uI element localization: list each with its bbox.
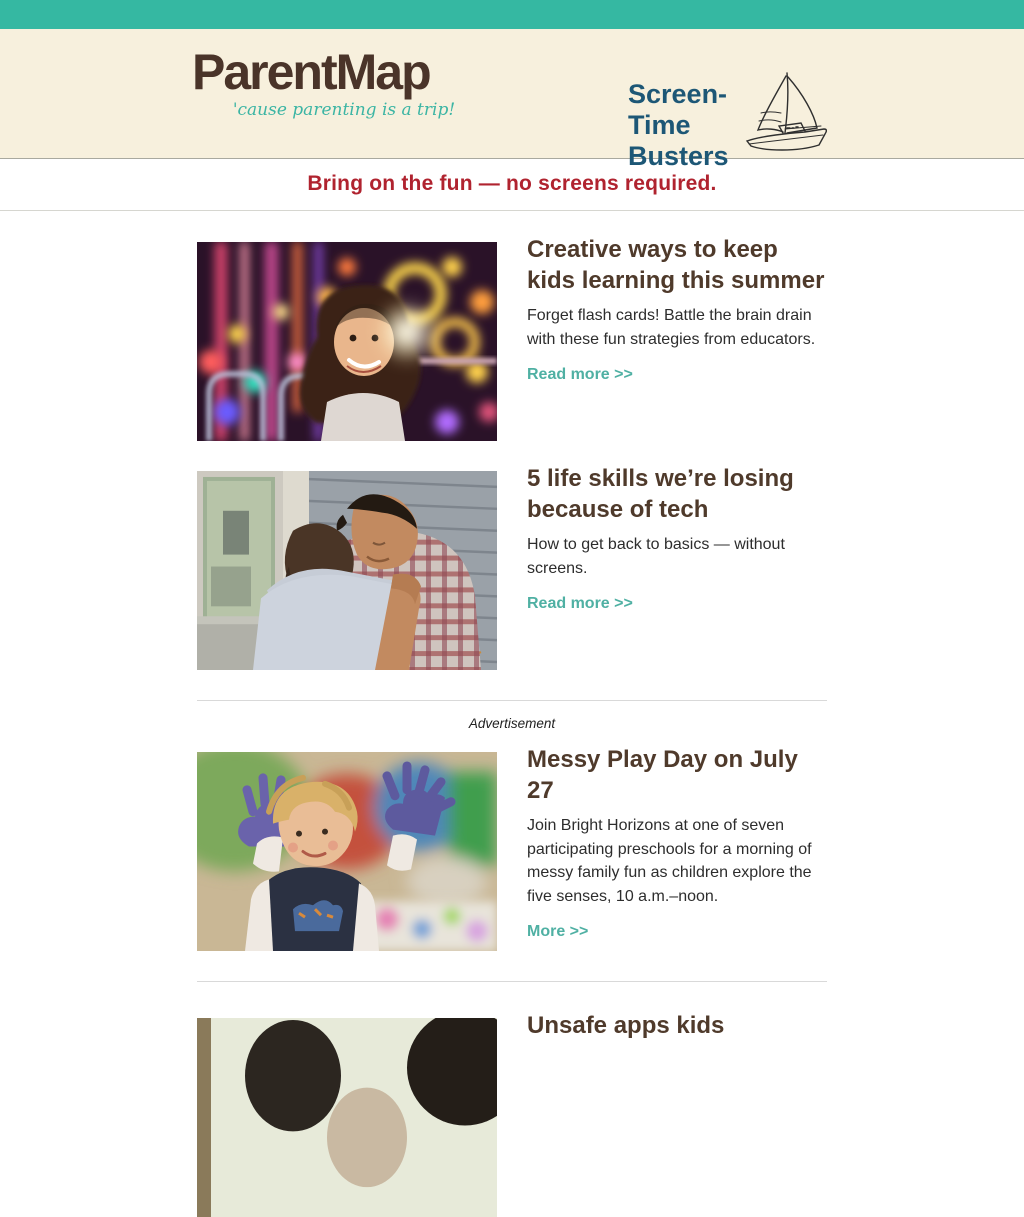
top-accent-bar [0,0,1024,29]
article-3-text [527,1010,827,1217]
article-summary: How to get back to basics — without screens. [527,536,785,577]
tagline-banner [0,158,1024,211]
advertisement-title[interactable]: Messy Play Day on July 27 [527,746,798,804]
advertisement-row [197,746,827,951]
parentmap-logo[interactable] [192,45,462,120]
more-link[interactable]: More >> [527,923,589,940]
newsletter-header [0,29,1024,171]
girl-at-arcade-photo [197,242,497,441]
parentmap-wordmark: ParentMap [192,44,430,100]
section-divider [197,700,827,701]
advertisement-summary: Join Bright Horizons at one of seven participating preschools for a morning of messy family fun as children explore the five senses, 10 a.m.–noon. [527,817,812,905]
article-2-text [527,463,827,670]
teens-photo-partial [197,1018,497,1217]
advertisement-text [527,744,827,951]
edition-line-3: Busters [628,141,729,171]
newsletter-body [197,211,827,1217]
edition-line-1: Screen- [628,79,728,109]
article-title[interactable]: 5 life skills we’re losing because of tech [527,465,794,523]
read-more-link[interactable]: Read more >> [527,595,633,612]
father-hugging-child-photo [197,471,497,670]
article-title[interactable]: Creative ways to keep kids learning this summer [527,236,825,294]
article-row-3 [197,1012,827,1217]
sailboat-icon [735,67,827,163]
tagline-text: Bring on the fun — no screens required. [307,172,717,195]
advertisement-image-link[interactable] [197,752,497,951]
article-title[interactable]: Unsafe apps kids [527,1012,725,1039]
toddler-finger-painting-photo [197,752,497,951]
article-row-1 [197,236,827,441]
edition-line-2: Time [628,110,691,140]
article-summary: Forget flash cards! Battle the brain drain with these fun strategies from educators. [527,307,816,348]
article-row-2 [197,465,827,670]
article-2-image-link[interactable] [197,471,497,670]
article-1-image-link[interactable] [197,242,497,441]
article-1-text [527,234,827,441]
article-3-image-link[interactable] [197,1018,497,1217]
parentmap-slogan: 'cause parenting is a trip! [232,100,456,120]
section-divider [197,981,827,982]
edition-title [628,79,729,172]
edition-title-block [628,79,827,172]
read-more-link[interactable]: Read more >> [527,366,633,383]
advertisement-label: Advertisement [468,716,556,731]
